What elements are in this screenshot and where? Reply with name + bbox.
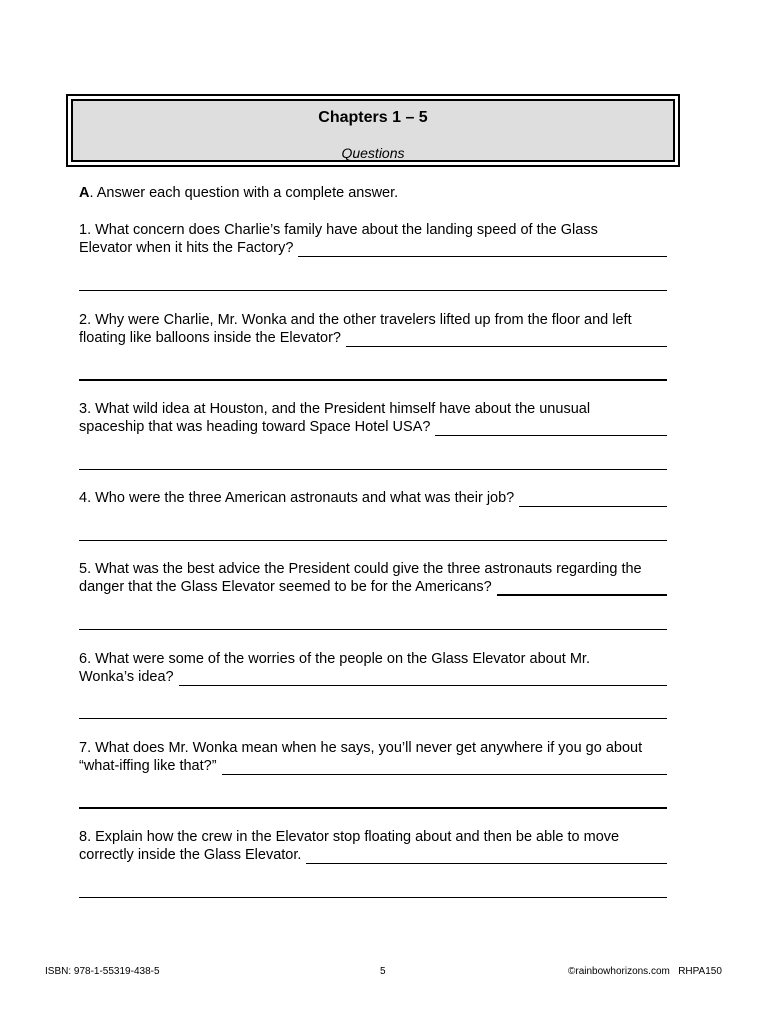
page-title: Chapters 1 – 5: [318, 109, 428, 126]
question-3-line-1: 3. What wild idea at Houston, and the President himself have about the unusual: [79, 401, 591, 417]
question-6-text: Wonka’s idea?: [79, 669, 174, 685]
instructions: [79, 185, 398, 201]
answer-line-1[interactable]: [79, 290, 667, 291]
answer-blank-4[interactable]: [519, 492, 667, 507]
question-4-text: 4. Who were the three American astronauts and what was their job?: [79, 490, 515, 506]
question-8-text: correctly inside the Glass Elevator.: [79, 847, 302, 863]
question-2-line-2: [79, 329, 667, 347]
question-2-text: floating like balloons inside the Elevator?: [79, 330, 341, 346]
page-subtitle: Questions: [341, 145, 405, 161]
question-1-line-2: [79, 239, 667, 257]
question-7-text: “what-iffing like that?”: [79, 758, 217, 774]
question-7-line-1: 7. What does Mr. Wonka mean when he says, you’ll never get anywhere if you go about: [79, 740, 643, 756]
answer-line-2[interactable]: [79, 379, 667, 381]
question-6-line-1: 6. What were some of the worries of the people on the Glass Elevator about Mr.: [79, 651, 590, 667]
answer-line-4[interactable]: [79, 540, 667, 541]
question-5-line-1: 5. What was the best advice the President could give the three astronauts regarding the: [79, 561, 642, 577]
question-5-line-2: [79, 578, 667, 596]
answer-line-5[interactable]: [79, 629, 667, 630]
question-3-line-2: [79, 418, 667, 436]
answer-line-3[interactable]: [79, 469, 667, 470]
question-2-line-1: 2. Why were Charlie, Mr. Wonka and the other travelers lifted up from the floor and left: [79, 312, 632, 328]
footer-copyright: ©rainbowhorizons.com RHPA150: [568, 966, 722, 977]
answer-blank-2[interactable]: [346, 332, 667, 347]
question-1-line-1: 1. What concern does Charlie’s family have about the landing speed of the Glass: [79, 222, 598, 238]
chapter-header-inner: [71, 99, 675, 162]
question-8-line-2: [79, 846, 667, 864]
question-4-line: [79, 489, 667, 507]
footer-isbn: ISBN: 978-1-55319-438-5: [45, 966, 160, 977]
instructions-text: . Answer each question with a complete answer.: [89, 185, 399, 201]
answer-blank-7[interactable]: [222, 760, 667, 775]
answer-blank-8[interactable]: [306, 849, 667, 864]
answer-line-6[interactable]: [79, 718, 667, 719]
answer-blank-3[interactable]: [435, 421, 667, 436]
question-6-line-2: [79, 668, 667, 686]
question-3-text: spaceship that was heading toward Space Hotel USA?: [79, 419, 431, 435]
answer-blank-5[interactable]: [497, 580, 667, 596]
question-1-text: Elevator when it hits the Factory?: [79, 240, 294, 256]
question-5-text: danger that the Glass Elevator seemed to be for the Americans?: [79, 579, 492, 595]
section-letter: A: [79, 185, 90, 201]
chapter-header-box: [66, 94, 680, 167]
answer-line-8[interactable]: [79, 897, 667, 898]
question-8-line-1: 8. Explain how the crew in the Elevator stop floating about and then be able to move: [79, 829, 620, 845]
answer-line-7[interactable]: [79, 807, 667, 809]
answer-blank-1[interactable]: [298, 242, 667, 257]
question-7-line-2: [79, 757, 667, 775]
footer-page-number: 5: [380, 966, 386, 977]
answer-blank-6[interactable]: [179, 671, 667, 686]
